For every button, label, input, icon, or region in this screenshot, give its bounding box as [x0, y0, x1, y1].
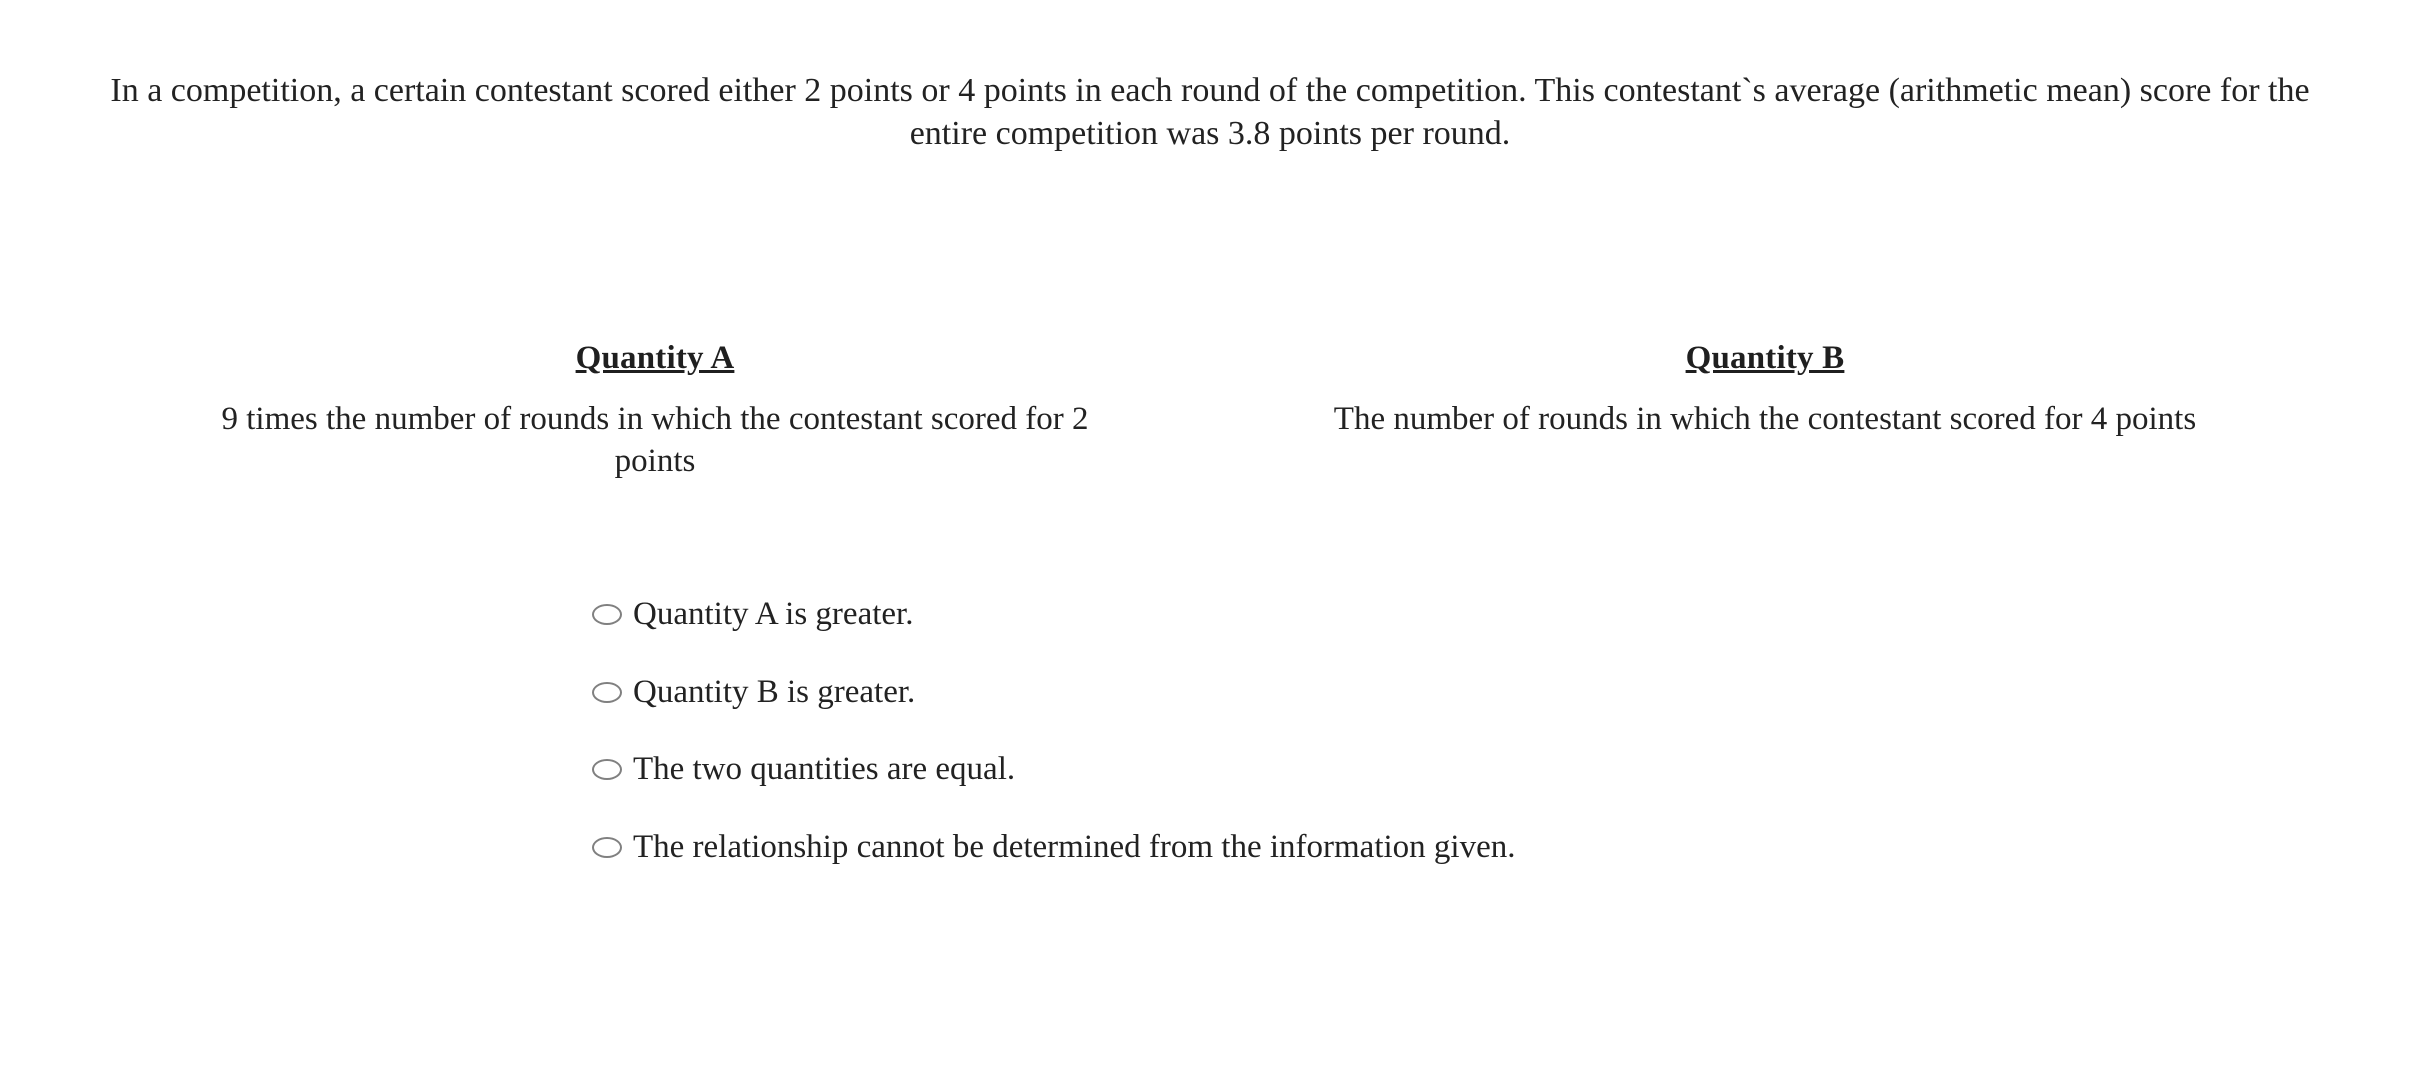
- answer-choice-3-label: The two quantities are equal.: [633, 751, 1016, 788]
- answer-choice-1-label: Quantity A is greater.: [633, 596, 914, 632]
- quantity-b-heading: Quantity B: [1685, 340, 1845, 376]
- answer-choices: [592, 595, 2192, 905]
- answer-choice-2[interactable]: [592, 673, 2192, 713]
- radio-button-icon[interactable]: [592, 682, 622, 703]
- radio-button-icon[interactable]: [592, 759, 622, 780]
- answer-choice-2-label: Quantity B is greater.: [633, 673, 916, 710]
- answer-choice-4-label: The relationship cannot be determined from the information given.: [633, 828, 1516, 865]
- radio-button-icon[interactable]: [592, 604, 622, 625]
- radio-button-icon[interactable]: [592, 837, 622, 858]
- quantity-b-column: [1210, 340, 2360, 482]
- quantity-a-text: 9 times the number of rounds in which the contestant scored for 2 points: [221, 401, 1089, 479]
- quantity-a-heading: Quantity A: [575, 340, 735, 376]
- quantity-b-text: The number of rounds in which the contestant scored for 4 points: [1333, 401, 2197, 437]
- quantity-a-column: [60, 340, 1210, 482]
- answer-choice-3[interactable]: [592, 750, 2192, 790]
- question-stem: In a competition, a certain contestant scored either 2 points or 4 points in each round of the competition. This contestant`s average (arithmetic mean) score for the entire competition was 3.8 points per round.: [110, 72, 2310, 152]
- answer-choice-4[interactable]: [592, 828, 2192, 868]
- answer-choice-1[interactable]: [592, 595, 2192, 635]
- quantities-comparison: [60, 340, 2360, 482]
